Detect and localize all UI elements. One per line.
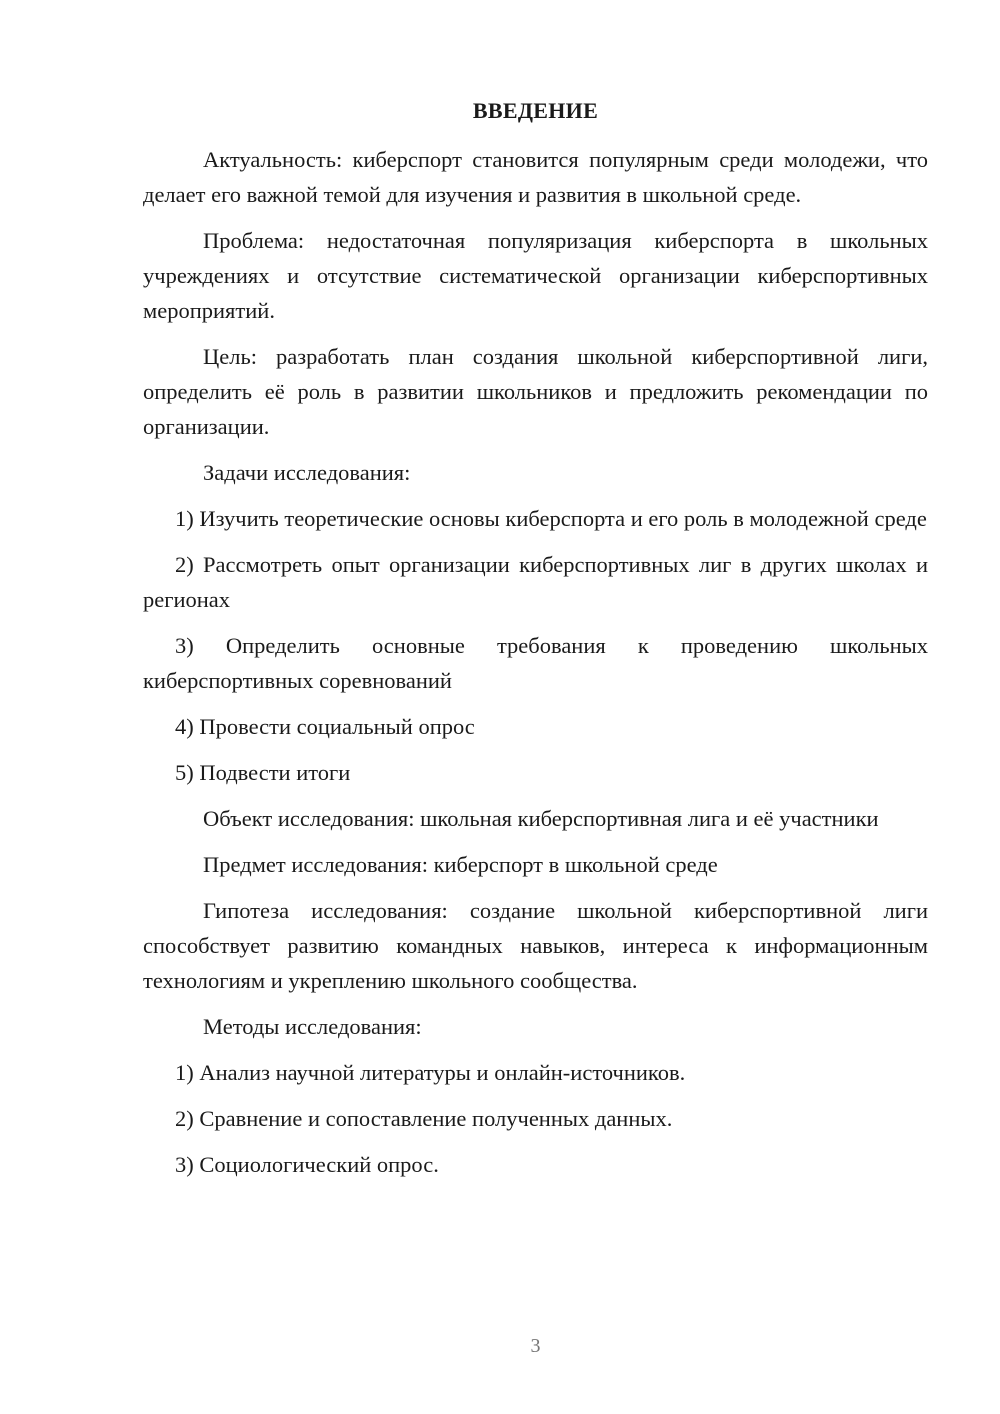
task-item: 2) Рассмотреть опыт организации киберспортивных лиг в других школах и регионах [143, 552, 928, 612]
goal-paragraph: Цель: разработать план создания школьной киберспортивной лиги, определить её роль в развитии школьников и предложить рекомендации по организации. [143, 344, 928, 439]
document-body [143, 142, 928, 1193]
hypothesis-paragraph: Гипотеза исследования: создание школьной киберспортивной лиги способствует развитию командных навыков, интереса к информационным технологиям и укреплению школьного сообщества. [143, 898, 928, 993]
method-item: 2) Сравнение и сопоставление полученных данных. [175, 1106, 673, 1131]
method-item: 1) Анализ научной литературы и онлайн-источников. [175, 1060, 686, 1085]
relevance-paragraph: Актуальность: киберспорт становится популярным среди молодежи, что делает его важной темой для изучения и развития в школьной среде. [143, 147, 928, 207]
task-item: 5) Подвести итоги [175, 760, 351, 785]
tasks-intro: Задачи исследования: [203, 460, 411, 485]
task-item: 3) Определить основные требования к проведению школьных киберспортивных соревнований [143, 633, 928, 693]
page-number: 3 [530, 1335, 541, 1357]
problem-paragraph: Проблема: недостаточная популяризация киберспорта в школьных учреждениях и отсутствие систематической организации киберспортивных мероприятий. [143, 228, 928, 323]
subject-paragraph: Предмет исследования: киберспорт в школьной среде [203, 852, 718, 877]
methods-intro: Методы исследования: [203, 1014, 422, 1039]
section-heading: ВВЕДЕНИЕ [472, 98, 599, 123]
method-item: 3) Социологический опрос. [175, 1152, 439, 1177]
object-paragraph: Объект исследования: школьная киберспортивная лига и её участники [203, 806, 879, 831]
task-item: 1) Изучить теоретические основы киберспорта и его роль в молодежной среде [175, 506, 927, 531]
task-item: 4) Провести социальный опрос [175, 714, 475, 739]
